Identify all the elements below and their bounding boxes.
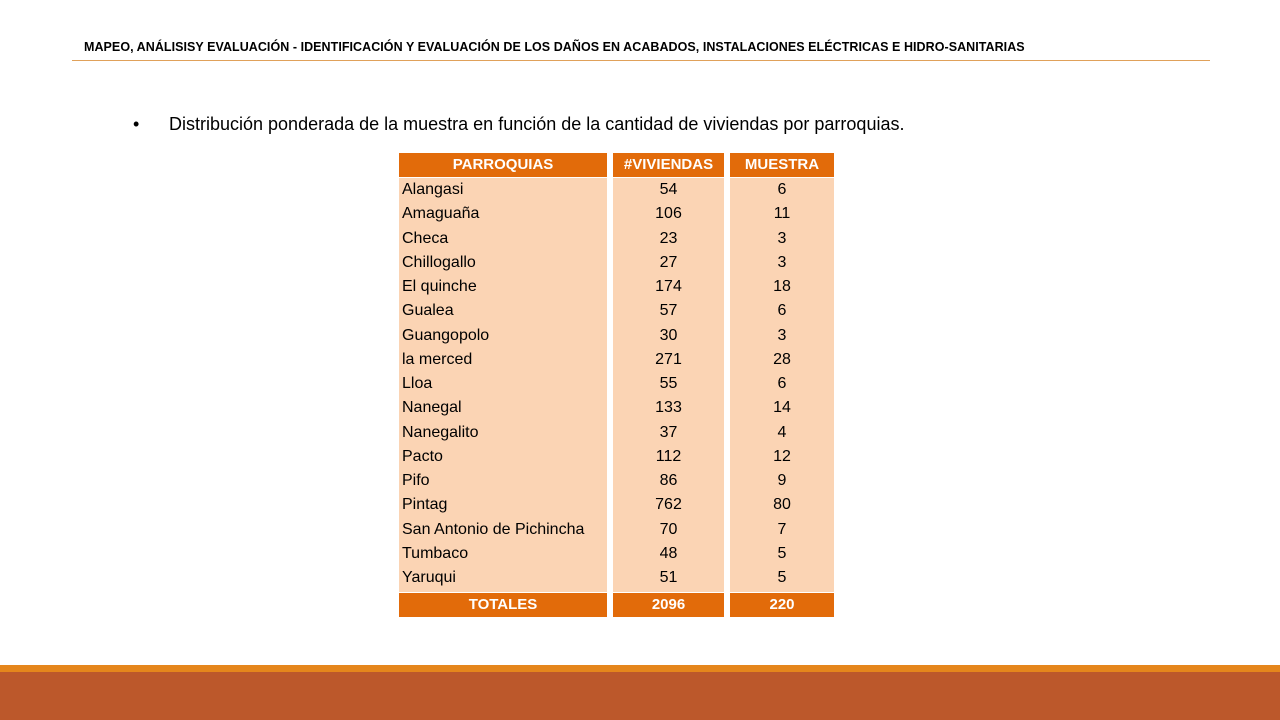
cell-viviendas: 27: [659, 253, 678, 271]
slide-title: MAPEO, ANÁLISISY EVALUACIÓN - IDENTIFICACIÓN Y EVALUACIÓN DE LOS DAÑOS EN ACABADOS, INSTALACIONES ELÉCTRICAS E HIDRO-SANITARIAS: [84, 40, 1025, 54]
column-muestra: [730, 153, 834, 617]
cell-muestra: 6: [777, 181, 787, 198]
cell-parroquia: Checa: [402, 229, 449, 247]
cell-parroquia: Pintag: [402, 496, 448, 514]
column-viviendas: [613, 153, 724, 617]
cell-parroquia: Yaruqui: [402, 569, 456, 586]
cell-muestra: 3: [777, 253, 787, 271]
cell-viviendas: 51: [659, 569, 678, 586]
cell-parroquia: Nanegal: [402, 399, 462, 417]
cell-muestra: 11: [773, 205, 791, 223]
column-body-viviendas: [613, 178, 724, 592]
cell-muestra: 9: [777, 472, 787, 489]
header-parroquias: PARROQUIAS: [399, 153, 607, 177]
footer-bar: [0, 672, 1280, 720]
bullet-text: Distribución ponderada de la muestra en función de la cantidad de viviendas por parroquias.: [169, 114, 905, 134]
cell-muestra: 14: [773, 399, 791, 417]
cell-parroquia: Lloa: [402, 375, 433, 392]
cell-muestra: 18: [773, 278, 791, 295]
cell-parroquia: Gualea: [402, 302, 454, 320]
cell-muestra: 5: [777, 569, 787, 586]
cell-parroquia: la merced: [402, 350, 473, 368]
cell-muestra: 80: [773, 496, 791, 514]
cell-viviendas: 133: [655, 399, 682, 417]
cell-parroquia: Nanegalito: [402, 423, 479, 441]
bullet-point: [133, 114, 904, 135]
cell-viviendas: 762: [655, 496, 682, 514]
cell-viviendas: 70: [659, 520, 678, 538]
cell-viviendas: 271: [655, 350, 682, 368]
cell-parroquia: Amaguaña: [402, 205, 480, 223]
cell-parroquia: Pacto: [402, 447, 443, 465]
cell-viviendas: 106: [655, 205, 682, 223]
cell-parroquia: Guangopolo: [402, 326, 490, 344]
totals-viviendas: 2096: [613, 593, 724, 617]
cell-parroquia: Pifo: [402, 472, 430, 489]
cell-muestra: 4: [777, 423, 787, 441]
cell-parroquia: Tumbaco: [402, 544, 469, 562]
cell-muestra: 6: [777, 375, 787, 392]
cell-viviendas: 54: [659, 181, 678, 198]
slide-header: [72, 38, 1210, 61]
cell-muestra: 28: [773, 350, 791, 368]
cell-muestra: 12: [773, 447, 791, 465]
cell-viviendas: 112: [655, 447, 682, 465]
cell-parroquia: San Antonio de Pichincha: [402, 520, 585, 538]
cell-viviendas: 86: [659, 472, 678, 489]
cell-viviendas: 48: [659, 544, 678, 562]
header-muestra: MUESTRA: [730, 153, 834, 177]
footer-accent-bar: [0, 665, 1280, 672]
cell-muestra: 3: [777, 229, 787, 247]
column-body-muestra: [730, 178, 834, 592]
cell-parroquia: El quinche: [402, 278, 477, 295]
cell-viviendas: 37: [659, 423, 678, 441]
cell-parroquia: Chillogallo: [402, 253, 476, 271]
cell-muestra: 7: [777, 520, 787, 538]
column-body-parroquias: [399, 178, 607, 592]
cell-muestra: 3: [777, 326, 787, 344]
cell-viviendas: 23: [659, 229, 678, 247]
totals-label: TOTALES: [399, 593, 607, 617]
bullet-marker: •: [133, 114, 140, 134]
cell-viviendas: 174: [655, 278, 682, 295]
cell-viviendas: 55: [659, 375, 678, 392]
column-parroquias: [399, 153, 607, 617]
cell-parroquia: Alangasi: [402, 181, 464, 198]
cell-muestra: 5: [777, 544, 787, 562]
cell-viviendas: 30: [659, 326, 678, 344]
cell-muestra: 6: [777, 302, 787, 320]
header-viviendas: #VIVIENDAS: [613, 153, 724, 177]
totals-muestra: 220: [730, 593, 834, 617]
cell-viviendas: 57: [659, 302, 678, 320]
